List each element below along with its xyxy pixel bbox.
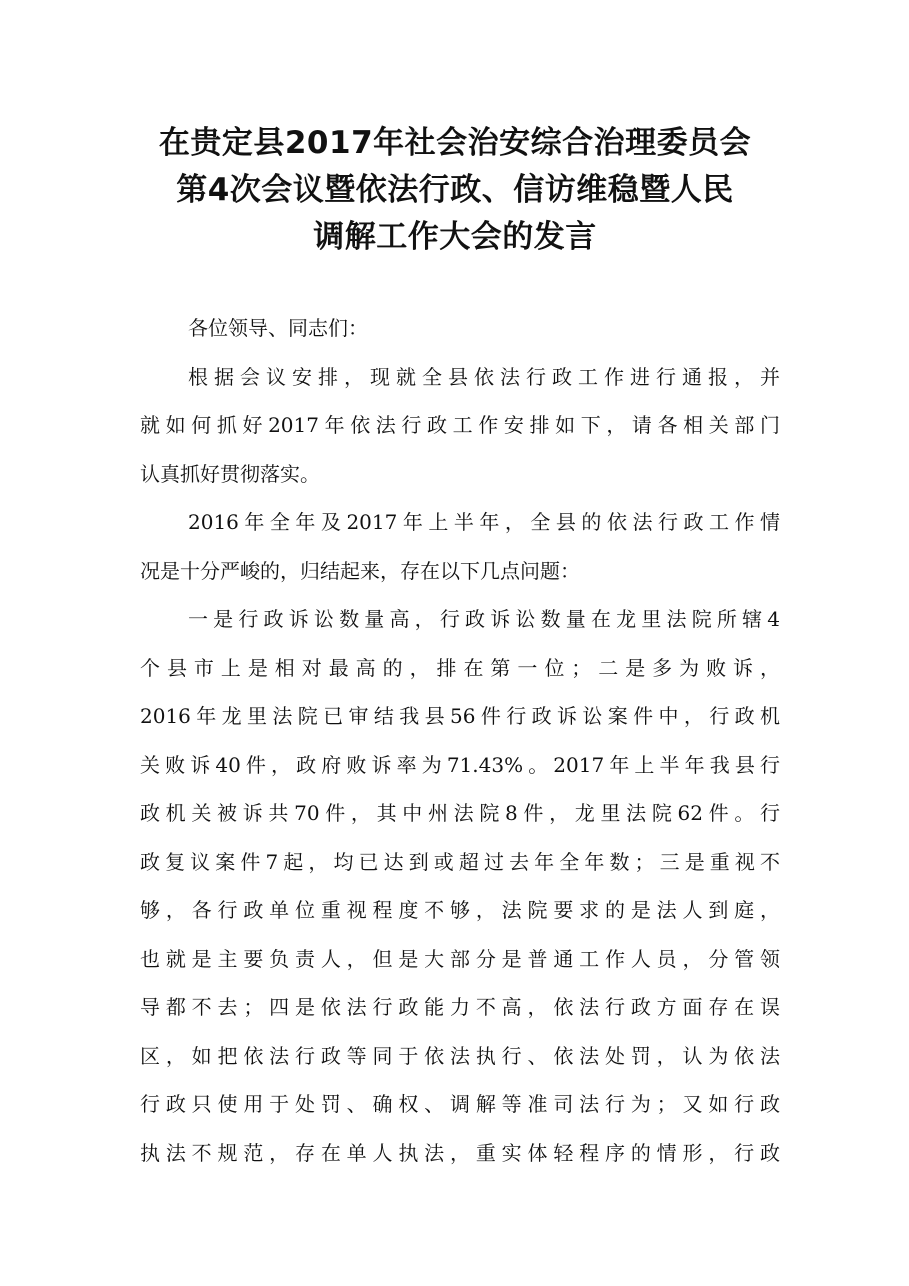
paragraph-line: 根据会议安排，现就全县依法行政工作进行通报，并 — [188, 364, 780, 389]
document-title — [120, 120, 790, 261]
document-body — [140, 304, 780, 1177]
title-line-2: 第4次会议暨依法行政、信访维稳暨人民 — [176, 172, 734, 208]
paragraph-line: 导都不去；四是依法行政能力不高，依法行政方面存在误 — [140, 995, 780, 1019]
paragraph-line: 一是行政诉讼数量高，行政诉讼数量在龙里法院所辖4 — [188, 607, 780, 631]
situation-paragraph — [140, 498, 780, 595]
paragraph-line: 关败诉40件，政府败诉率为71.43%。2017年上半年我县行 — [140, 752, 780, 777]
paragraph-line: 个县市上是相对最高的，排在第一位；二是多为败诉， — [140, 655, 780, 680]
paragraph-line: 各位领导、同志们： — [188, 316, 368, 340]
paragraph-line: 就如何抓好2017年依法行政工作安排如下，请各相关部门 — [140, 413, 780, 437]
paragraph-line: 够，各行政单位重视程度不够，法院要求的是法人到庭， — [140, 898, 780, 922]
paragraph-line: 2016年龙里法院已审结我县56件行政诉讼案件中，行政机 — [140, 704, 780, 728]
title-line-3: 调解工作大会的发言 — [313, 219, 597, 255]
paragraph-line: 也就是主要负责人，但是大部分是普通工作人员，分管领 — [140, 946, 780, 971]
paragraph-line: 行政只使用于处罚、确权、调解等准司法行为；又如行政 — [140, 1092, 780, 1116]
problems-paragraph — [140, 595, 780, 1177]
paragraph-line: 况是十分严峻的，归结起来，存在以下几点问题： — [140, 558, 580, 583]
paragraph-line: 政复议案件7起，均已达到或超过去年全年数；三是重视不 — [140, 849, 780, 874]
title-line-1: 在贵定县2017年社会治安综合治理委员会 — [158, 125, 752, 161]
intro-paragraph — [140, 353, 780, 499]
paragraph-line: 政机关被诉共70件，其中州法院8件，龙里法院62件。行 — [140, 801, 780, 825]
paragraph-line: 区，如把依法行政等同于依法执行、依法处罚，认为依法 — [140, 1043, 780, 1068]
paragraph-line: 认真抓好贯彻落实。 — [140, 461, 320, 486]
salutation-paragraph — [140, 304, 780, 353]
paragraph-line: 执法不规范，存在单人执法，重实体轻程序的情形，行政 — [140, 1140, 780, 1165]
paragraph-line: 2016年全年及2017年上半年，全县的依法行政工作情 — [188, 510, 780, 534]
